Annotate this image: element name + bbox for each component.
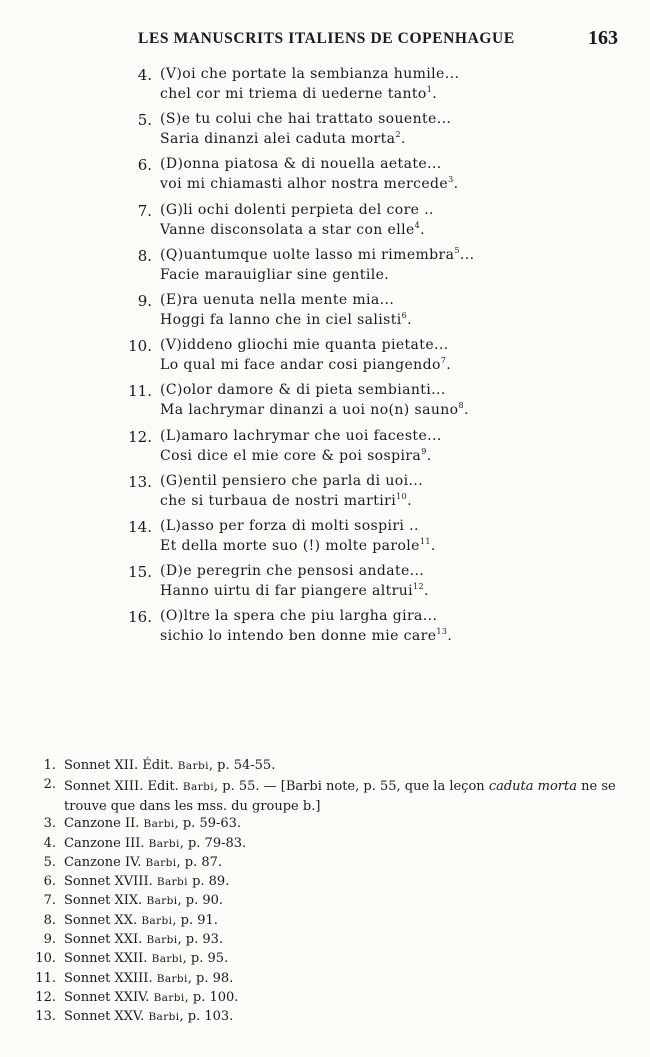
editor-name: Barbi	[156, 972, 188, 985]
footnote-ref: 4	[414, 220, 421, 230]
footnote-text	[64, 893, 223, 908]
incipit-entry	[0, 518, 650, 563]
footnote-ref-text: , p. 93.	[177, 932, 224, 948]
editor-name: Barbi	[146, 934, 178, 947]
footnote-ref-text: , p. 95.	[182, 951, 229, 967]
last-line-text: che si turbaua de nostri martiri	[160, 492, 397, 509]
entry-first-line	[160, 337, 449, 353]
first-line-text: (Q)uantumque uolte lasso mi rimembra	[160, 246, 455, 263]
last-line-end: .	[446, 357, 452, 374]
entry-number: 15.	[128, 563, 152, 582]
footnote-text	[64, 816, 241, 831]
footnote-work: Sonnet XXV.	[64, 1009, 145, 1025]
incipit-entry	[0, 247, 650, 292]
footnote-ref-text: , p. 55. — [Barbi note, p. 55, que la leçon	[214, 779, 485, 795]
entry-first-line	[160, 202, 434, 218]
footnote-ref: 12	[413, 582, 425, 592]
footnotes	[0, 758, 650, 1029]
italic-lesson: caduta morta	[488, 779, 577, 795]
footnote-number: 4.	[43, 835, 56, 851]
last-line-text: voi mi chiamasti alhor nostra mercede	[160, 176, 449, 193]
footnote-ref-text: , p. 90.	[177, 893, 224, 909]
incipit-entry	[0, 382, 650, 427]
footnote-ref-text: , p. 59-63.	[174, 816, 242, 832]
incipit-entry	[0, 111, 650, 156]
footnote-text	[64, 874, 229, 889]
last-line-end: .	[407, 311, 413, 328]
footnote-number: 3.	[43, 816, 56, 832]
last-line-end: .	[400, 131, 406, 148]
footnote-work: Sonnet XII. Édit.	[64, 758, 174, 773]
running-title: LES MANUSCRITS ITALIENS DE COPENHAGUE	[138, 30, 515, 47]
footnote-ref: 9	[421, 446, 427, 456]
footnote-text	[64, 777, 624, 816]
footnote-work: Sonnet XXIII.	[64, 970, 153, 986]
entry-first-line	[160, 382, 446, 398]
last-line-end: .	[424, 583, 429, 600]
last-line-text: Hanno uirtu di far piangere altrui	[160, 583, 414, 600]
footnote-number: 1.	[43, 758, 56, 773]
entry-last-line	[160, 493, 412, 509]
footnote	[0, 1009, 650, 1028]
entry-number: 10.	[128, 337, 152, 356]
footnote	[0, 758, 650, 777]
entry-first-line	[160, 608, 437, 624]
entry-first-line	[160, 66, 459, 82]
footnote-number: 2.	[43, 777, 56, 793]
last-line-text: Facie marauigliar sine gentile.	[160, 266, 390, 283]
entry-number: 4.	[137, 66, 152, 84]
footnote-ref: 8	[458, 401, 465, 411]
entry-first-line	[160, 292, 394, 308]
entry-last-line	[160, 583, 429, 599]
entry-last-line	[160, 267, 389, 283]
entry-number: 12.	[128, 427, 152, 446]
footnote	[0, 777, 650, 816]
footnote	[0, 836, 650, 855]
last-line-text: chel cor mi triema di uederne tanto	[160, 86, 427, 102]
footnote-work: Canzone II.	[64, 816, 140, 832]
editor-name: Barbi	[156, 876, 188, 889]
editor-name: Barbi	[153, 991, 185, 1004]
last-line-text: sichio lo intendo ben donne mie care	[160, 628, 437, 645]
first-line-text: (V)iddeno gliochi mie quanta pietate...	[160, 337, 449, 354]
footnote-number: 6.	[43, 874, 56, 890]
footnote-number: 7.	[43, 893, 56, 909]
incipit-entry	[0, 337, 650, 382]
entry-last-line	[160, 131, 406, 147]
editor-name: Barbi	[143, 818, 175, 831]
last-line-end: .	[464, 402, 469, 419]
footnote	[0, 913, 650, 932]
footnote-ref: 2	[395, 130, 401, 140]
footnote-work: Sonnet XIX.	[64, 893, 143, 909]
last-line-end: .	[407, 492, 412, 509]
last-line-text: Lo qual mi face andar cosi piangendo	[160, 357, 441, 374]
editor-name: Barbi	[141, 914, 173, 927]
page-header	[0, 28, 650, 52]
footnote-work: Canzone IV.	[64, 854, 142, 870]
editor-name: Barbi	[151, 953, 183, 966]
footnote-ref-text: , p. 79-83.	[179, 835, 247, 851]
entry-last-line	[160, 222, 425, 238]
entry-number: 14.	[128, 517, 152, 536]
footnote-number: 10.	[35, 951, 56, 967]
incipit-entry	[0, 292, 650, 337]
footnote-number: 12.	[35, 989, 56, 1005]
footnote-ref: 6	[401, 310, 408, 320]
first-line-text: (D)onna piatosa & di nouella aetate...	[160, 156, 442, 173]
footnote-text	[64, 951, 228, 966]
incipit-entry	[0, 608, 650, 653]
page-number: 163	[588, 27, 618, 49]
last-line-text: Saria dinanzi alei caduta morta	[160, 131, 396, 148]
last-line-text: Hoggi fa lanno che in ciel salisti	[160, 311, 402, 328]
editor-name: Barbi	[148, 1011, 180, 1024]
footnote-work: Sonnet XIII. Edit.	[64, 779, 179, 795]
editor-name: Barbi	[182, 781, 214, 794]
incipit-entry	[0, 202, 650, 247]
first-line-text: (S)e tu colui che hai trattato souente...	[160, 111, 452, 128]
entry-last-line	[160, 402, 469, 418]
last-line-text: Et della morte suo (!) molte parole	[160, 537, 420, 554]
incipit-entry	[0, 156, 650, 201]
last-line-end: .	[447, 628, 453, 645]
entry-last-line	[160, 628, 452, 644]
footnote-ref-text: , p. 98.	[187, 970, 234, 986]
footnote	[0, 874, 650, 893]
first-line-text: (L)amaro lachrymar che uoi faceste...	[160, 427, 442, 444]
first-line-text: (C)olor damore & di pieta sembianti...	[160, 382, 446, 399]
footnote-text	[64, 971, 233, 986]
entry-first-line	[160, 247, 474, 263]
footnote-work: Sonnet XXII.	[64, 951, 148, 967]
footnote-number: 9.	[43, 932, 56, 948]
last-line-text: Vanne disconsolata a star con elle	[160, 221, 415, 238]
first-line-text: (G)entil pensiero che parla di uoi...	[160, 472, 424, 489]
first-line-text: (G)li ochi dolenti perpieta del core ..	[160, 201, 434, 218]
footnote-number: 11.	[35, 970, 56, 986]
footnote	[0, 990, 650, 1009]
last-line-end: .	[453, 176, 459, 193]
footnote	[0, 855, 650, 874]
first-line-text: (E)ra uenuta nella mente mia...	[160, 291, 395, 308]
footnote-text	[64, 990, 238, 1005]
first-line-text: (V)oi che portate la sembianza humile...	[160, 66, 460, 82]
footnote-ref-text: , p. 103.	[179, 1009, 234, 1025]
footnote	[0, 971, 650, 990]
footnote-work: Canzone III.	[64, 835, 145, 851]
incipit-list	[0, 66, 650, 653]
editor-name: Barbi	[145, 856, 177, 869]
entry-last-line	[160, 176, 458, 192]
last-line-text: Cosi dice el mie core & poi sospira	[160, 447, 422, 464]
entry-last-line	[160, 538, 436, 554]
last-line-end: .	[426, 447, 432, 464]
footnote-ref-text: , p. 91.	[172, 912, 218, 928]
footnote-work: Sonnet XX.	[64, 912, 138, 928]
footnote-text	[64, 1009, 233, 1024]
footnote-work: Sonnet XXIV.	[64, 989, 150, 1005]
footnote-number: 8.	[43, 912, 56, 928]
footnote-text	[64, 758, 275, 773]
footnote-ref: 13	[436, 627, 448, 637]
footnote-ref: 11	[419, 536, 431, 546]
last-line-end: .	[432, 86, 438, 102]
footnote-text	[64, 836, 246, 851]
editor-name: Barbi	[148, 837, 180, 850]
footnote-ref: 3	[448, 175, 454, 185]
footnote-ref-text: , p. 54-55.	[208, 758, 276, 773]
last-line-end: .	[420, 221, 426, 238]
footnote	[0, 816, 650, 835]
footnote	[0, 893, 650, 912]
footnote-number: 5.	[43, 854, 56, 870]
footnote-ref: 1	[426, 85, 433, 94]
incipit-entry	[0, 563, 650, 608]
footnote-text	[64, 932, 223, 947]
footnote	[0, 932, 650, 951]
incipit-entry	[0, 428, 650, 473]
entry-first-line	[160, 563, 424, 579]
last-line-text: Ma lachrymar dinanzi a uoi no(n) sauno	[160, 402, 459, 419]
editor-name: Barbi	[146, 895, 178, 908]
footnote-text	[64, 855, 222, 870]
entry-first-line	[160, 156, 442, 172]
editor-name: Barbi	[177, 760, 209, 772]
footnote-ref: 5	[454, 245, 460, 255]
entry-first-line	[160, 111, 451, 127]
footnote-number: 13.	[35, 1009, 56, 1025]
entry-number: 7.	[137, 201, 152, 220]
first-line-end: ...	[459, 246, 475, 263]
entry-number: 11.	[128, 382, 152, 401]
footnote-text	[64, 913, 218, 928]
entry-last-line	[160, 312, 412, 328]
entry-last-line	[160, 448, 432, 464]
first-line-text: (L)asso per forza di molti sospiri ..	[160, 517, 419, 534]
entry-number: 13.	[128, 472, 152, 491]
footnote-tail: ne se trouve que dans les mss. du groupe b.]	[64, 779, 616, 815]
footnote-ref: 7	[440, 356, 447, 366]
entry-first-line	[160, 473, 423, 489]
entry-number: 9.	[137, 291, 152, 310]
entry-number: 16.	[128, 608, 152, 627]
entry-number: 6.	[137, 156, 152, 175]
entry-last-line	[160, 86, 437, 102]
incipit-entry	[0, 473, 650, 518]
footnote-ref: 10	[396, 491, 408, 501]
footnote-ref-text: , p. 100.	[184, 989, 239, 1005]
footnote-work: Sonnet XXI.	[64, 932, 143, 948]
footnote	[0, 951, 650, 970]
incipit-entry	[0, 66, 650, 111]
first-line-text: (O)ltre la spera che piu largha gira...	[160, 608, 438, 625]
footnote-work: Sonnet XVIII.	[64, 874, 153, 890]
entry-number: 8.	[137, 246, 152, 265]
footnote-ref-text: p. 89.	[187, 874, 230, 890]
entry-first-line	[160, 428, 442, 444]
last-line-end: .	[430, 537, 436, 554]
first-line-text: (D)e peregrin che pensosi andate...	[160, 563, 425, 580]
entry-number: 5.	[137, 111, 152, 130]
entry-last-line	[160, 357, 451, 373]
footnote-ref-text: , p. 87.	[176, 854, 223, 870]
entry-first-line	[160, 518, 419, 534]
